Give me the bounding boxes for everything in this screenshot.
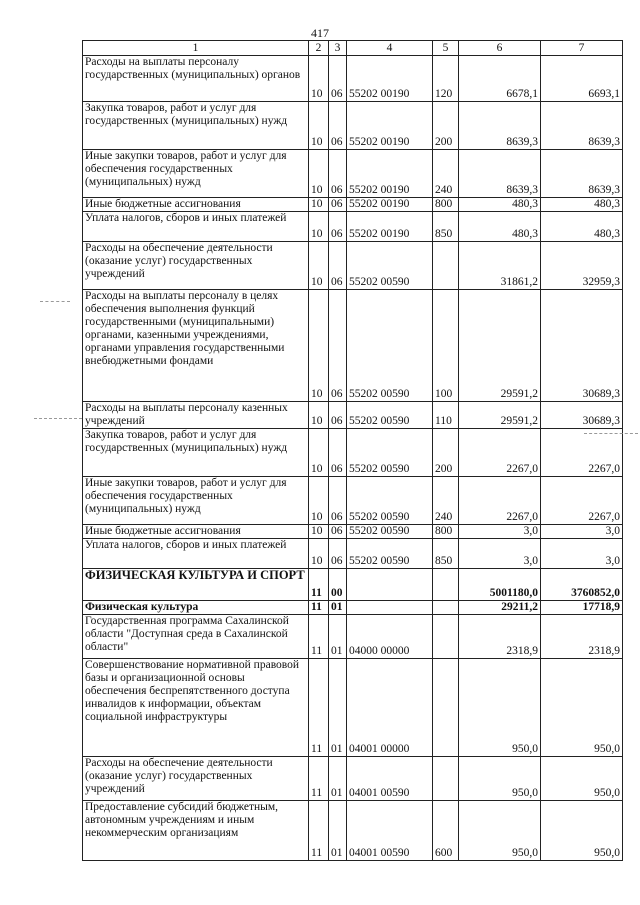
row-subsection-code: 06 [329,102,347,150]
row-section-code: 10 [309,212,329,242]
table-header-row [83,41,623,56]
row-amount-col6: 480,3 [459,198,541,212]
row-amount-col6: 3,0 [459,539,541,569]
scan-artifact-line [34,418,82,419]
row-name-cell: Расходы на выплаты персоналу государственных (муниципальных) органов [83,56,309,102]
row-target-article-code: 04001 00590 [347,801,433,861]
row-section-code: 10 [309,198,329,212]
row-name-cell: ФИЗИЧЕСКАЯ КУЛЬТУРА И СПОРТ [83,569,309,601]
row-expense-type-code: 240 [433,150,459,198]
row-amount-col6: 2267,0 [459,429,541,477]
row-name-cell: Уплата налогов, сборов и иных платежей [83,539,309,569]
row-amount-col7: 2267,0 [541,429,623,477]
row-expense-type-code [433,757,459,801]
header-col-7: 7 [541,41,623,56]
row-amount-col6: 29211,2 [459,601,541,615]
table-row [83,539,623,569]
row-section-code: 11 [309,801,329,861]
budget-table [82,40,623,861]
row-expense-type-code: 110 [433,402,459,429]
row-expense-type-code: 200 [433,429,459,477]
row-subsection-code: 01 [329,601,347,615]
row-name-cell: Расходы на выплаты персоналу в целях обеспечения выполнения функций государственными (муниципальными) органами, казенными учреждениями, органами управления государственными внебюджетными фондами [83,290,309,402]
row-subsection-code: 06 [329,525,347,539]
row-subsection-code: 06 [329,242,347,290]
row-subsection-code: 06 [329,429,347,477]
row-target-article-code: 55202 00190 [347,198,433,212]
row-target-article-code: 55202 00590 [347,429,433,477]
row-subsection-code: 06 [329,402,347,429]
row-amount-col6: 5001180,0 [459,569,541,601]
row-amount-col7: 950,0 [541,659,623,757]
row-section-code: 10 [309,539,329,569]
row-name-cell: Иные бюджетные ассигнования [83,198,309,212]
row-expense-type-code: 200 [433,102,459,150]
row-amount-col7: 3760852,0 [541,569,623,601]
table-row [83,477,623,525]
table-row [83,212,623,242]
row-name-cell: Иные закупки товаров, работ и услуг для обеспечения государственных (муниципальных) нужд [83,150,309,198]
row-name-cell: Иные закупки товаров, работ и услуг для обеспечения государственных (муниципальных) нужд [83,477,309,525]
row-subsection-code: 06 [329,290,347,402]
row-target-article-code: 04001 00590 [347,757,433,801]
row-subsection-code: 06 [329,150,347,198]
row-amount-col6: 480,3 [459,212,541,242]
row-expense-type-code [433,601,459,615]
row-amount-col6: 950,0 [459,801,541,861]
row-target-article-code: 55202 00590 [347,402,433,429]
row-amount-col7: 950,0 [541,757,623,801]
row-section-code: 10 [309,525,329,539]
header-col-6: 6 [459,41,541,56]
row-section-code: 10 [309,242,329,290]
header-col-3: 3 [329,41,347,56]
table-body [83,56,623,861]
row-amount-col7: 30689,3 [541,290,623,402]
row-amount-col7: 8639,3 [541,102,623,150]
row-section-code: 10 [309,56,329,102]
table-row [83,402,623,429]
row-name-cell: Предоставление субсидий бюджетным, автономным учреждениям и иным некоммерческим организациям [83,801,309,861]
page-number: 417 [311,26,329,40]
row-amount-col6: 8639,3 [459,102,541,150]
scan-artifact-line [40,301,70,302]
row-amount-col7: 480,3 [541,198,623,212]
row-expense-type-code: 850 [433,539,459,569]
row-expense-type-code: 800 [433,525,459,539]
header-col-1: 1 [83,41,309,56]
row-name-cell: Закупка товаров, работ и услуг для государственных (муниципальных) нужд [83,102,309,150]
row-amount-col7: 17718,9 [541,601,623,615]
table-row [83,659,623,757]
row-expense-type-code: 850 [433,212,459,242]
row-amount-col7: 2267,0 [541,477,623,525]
row-name-cell: Уплата налогов, сборов и иных платежей [83,212,309,242]
table-row [83,525,623,539]
row-amount-col7: 3,0 [541,539,623,569]
row-target-article-code: 04001 00000 [347,659,433,757]
row-amount-col7: 32959,3 [541,242,623,290]
row-subsection-code: 01 [329,659,347,757]
row-target-article-code: 55202 00590 [347,477,433,525]
row-name-cell: Расходы на выплаты персоналу казенных учреждений [83,402,309,429]
table-row [83,615,623,659]
row-amount-col6: 29591,2 [459,290,541,402]
row-amount-col6: 950,0 [459,757,541,801]
table-row [83,198,623,212]
row-subsection-code: 06 [329,212,347,242]
row-target-article-code: 55202 00190 [347,56,433,102]
row-amount-col6: 3,0 [459,525,541,539]
row-amount-col7: 480,3 [541,212,623,242]
row-name-cell: Закупка товаров, работ и услуг для государственных (муниципальных) нужд [83,429,309,477]
table-row [83,429,623,477]
row-subsection-code: 01 [329,757,347,801]
row-expense-type-code: 800 [433,198,459,212]
row-target-article-code [347,601,433,615]
row-expense-type-code [433,569,459,601]
row-section-code: 10 [309,290,329,402]
row-section-code: 10 [309,150,329,198]
row-expense-type-code [433,659,459,757]
row-expense-type-code: 600 [433,801,459,861]
scan-artifact-line [584,433,638,434]
row-target-article-code: 55202 00190 [347,102,433,150]
row-amount-col6: 950,0 [459,659,541,757]
row-section-code: 11 [309,659,329,757]
row-amount-col6: 2267,0 [459,477,541,525]
table-row [83,801,623,861]
table-row [83,150,623,198]
row-section-code: 11 [309,757,329,801]
row-target-article-code: 04000 00000 [347,615,433,659]
row-section-code: 11 [309,615,329,659]
row-expense-type-code [433,615,459,659]
row-section-code: 10 [309,402,329,429]
table-row [83,102,623,150]
row-amount-col7: 6693,1 [541,56,623,102]
row-amount-col7: 3,0 [541,525,623,539]
row-subsection-code: 00 [329,569,347,601]
row-name-cell: Расходы на обеспечение деятельности (оказание услуг) государственных учреждений [83,757,309,801]
row-amount-col6: 31861,2 [459,242,541,290]
table-row [83,601,623,615]
row-section-code: 10 [309,477,329,525]
row-target-article-code: 55202 00590 [347,539,433,569]
row-section-code: 10 [309,429,329,477]
row-target-article-code: 55202 00190 [347,150,433,198]
row-amount-col6: 6678,1 [459,56,541,102]
row-target-article-code [347,569,433,601]
row-subsection-code: 01 [329,801,347,861]
row-subsection-code: 06 [329,539,347,569]
row-target-article-code: 55202 00190 [347,212,433,242]
row-amount-col7: 2318,9 [541,615,623,659]
row-amount-col7: 950,0 [541,801,623,861]
row-target-article-code: 55202 00590 [347,290,433,402]
row-name-cell: Иные бюджетные ассигнования [83,525,309,539]
row-name-cell: Совершенствование нормативной правовой базы и организационной основы обеспечения беспрепятственного доступа инвалидов к информации, объектам социальной инфраструктуры [83,659,309,757]
row-amount-col6: 29591,2 [459,402,541,429]
row-expense-type-code [433,242,459,290]
row-target-article-code: 55202 00590 [347,242,433,290]
row-section-code: 11 [309,601,329,615]
row-name-cell: Физическая культура [83,601,309,615]
row-subsection-code: 01 [329,615,347,659]
table-row [83,569,623,601]
row-section-code: 10 [309,102,329,150]
row-target-article-code: 55202 00590 [347,525,433,539]
header-col-2: 2 [309,41,329,56]
row-amount-col6: 2318,9 [459,615,541,659]
table-row [83,290,623,402]
row-expense-type-code: 120 [433,56,459,102]
table-row [83,757,623,801]
row-amount-col7: 30689,3 [541,402,623,429]
row-expense-type-code: 100 [433,290,459,402]
header-col-4: 4 [347,41,433,56]
row-subsection-code: 06 [329,56,347,102]
row-subsection-code: 06 [329,477,347,525]
row-name-cell: Расходы на обеспечение деятельности (оказание услуг) государственных учреждений [83,242,309,290]
row-expense-type-code: 240 [433,477,459,525]
header-col-5: 5 [433,41,459,56]
table-row [83,242,623,290]
row-amount-col6: 8639,3 [459,150,541,198]
row-section-code: 11 [309,569,329,601]
table-row [83,56,623,102]
row-amount-col7: 8639,3 [541,150,623,198]
row-name-cell: Государственная программа Сахалинской области "Доступная среда в Сахалинской области" [83,615,309,659]
row-subsection-code: 06 [329,198,347,212]
